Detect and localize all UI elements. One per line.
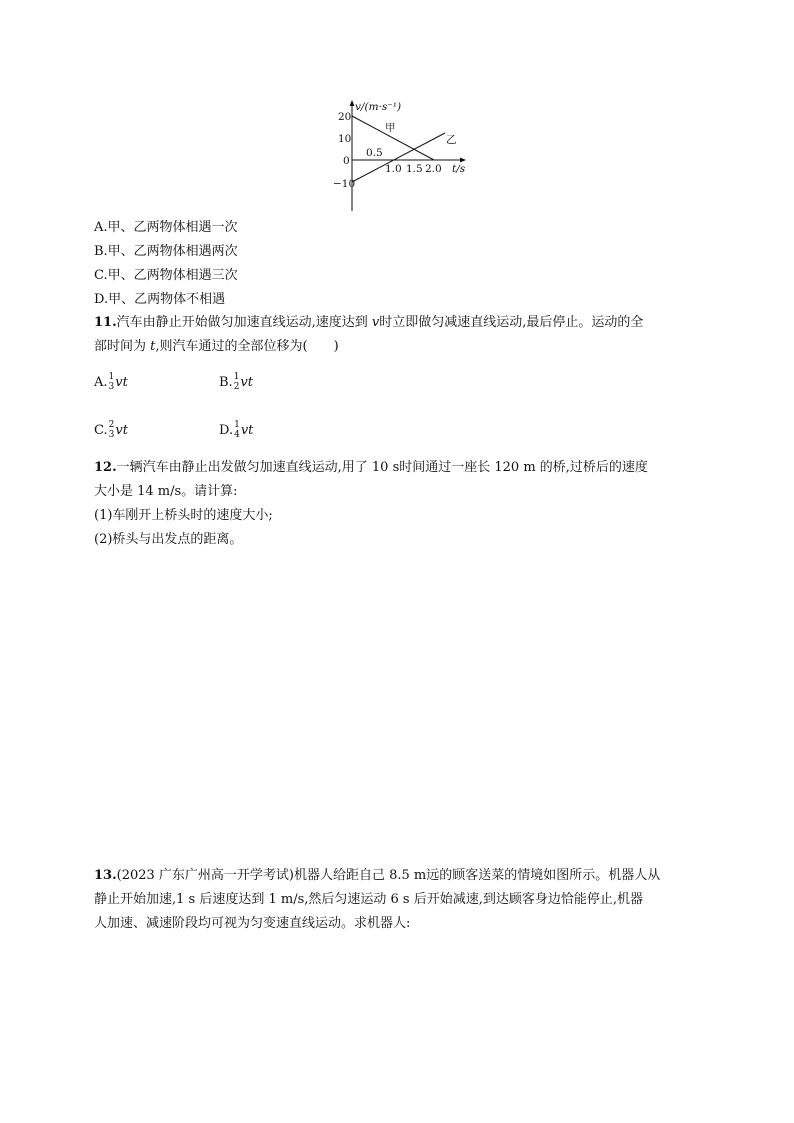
- x-axis-label: t/s: [452, 163, 466, 175]
- q13-line-1: [94, 866, 660, 886]
- q12-text: 一辆汽车由静止出发做匀加速直线运动,用了 10 s时间通过一座长 120 m 的桥,过桥后的速度: [116, 460, 648, 475]
- option-letter: B.: [219, 374, 233, 390]
- q11-text-part: ,则汽车通过的全部位移为( ): [155, 339, 339, 354]
- q11-text-part: 部时间为: [94, 339, 151, 354]
- question-number: 11.: [94, 315, 117, 330]
- option-letter: D.: [219, 422, 234, 438]
- question-number: 13.: [94, 868, 117, 883]
- option-expression: vt: [115, 374, 128, 390]
- q11-line-1: [94, 313, 643, 333]
- fraction-denominator: 3: [108, 430, 115, 440]
- fraction-numerator: 1: [233, 372, 240, 382]
- y-tick-label: 10: [338, 133, 352, 145]
- fraction: [109, 420, 115, 440]
- q10-option-d: D.甲、乙两物体不相遇: [94, 292, 226, 307]
- q12-sub-1: (1)车刚开上桥头时的速度大小;: [94, 508, 273, 523]
- x-axis-arrow: [460, 158, 466, 163]
- y-tick-label: 0: [343, 155, 350, 167]
- option-letter: A.: [94, 374, 108, 390]
- q10-option-c: C.甲、乙两物体相遇三次: [94, 268, 238, 283]
- y-axis-label: v/(m·s⁻¹): [355, 101, 402, 113]
- fraction-denominator: 4: [234, 430, 240, 440]
- series-jia-label: 甲: [385, 122, 396, 134]
- x-tick-label: 0.5: [366, 147, 383, 159]
- fraction: [234, 420, 240, 440]
- fraction-numerator: 2: [108, 420, 115, 430]
- q13-text: (2023 广东广州高一开学考试)机器人给距自己 8.5 m远的顾客送菜的情境如图所示。机器人从: [116, 868, 661, 883]
- var-v: v: [371, 315, 380, 330]
- option-expression: vt: [240, 374, 253, 390]
- q11-line-2: [94, 337, 339, 357]
- fraction-denominator: 2: [233, 382, 240, 392]
- x-tick-label: 1.5: [406, 163, 423, 175]
- q12-sub-2: (2)桥头与出发点的距离。: [94, 532, 243, 547]
- q12-line-2: 大小是 14 m/s。请计算:: [94, 484, 238, 499]
- q13-line-3: 人加速、减速阶段均可视为匀变速直线运动。求机器人:: [94, 916, 411, 931]
- q11-option-b: [219, 372, 253, 392]
- x-tick-label: 1.0: [385, 163, 402, 175]
- fraction: [109, 372, 115, 392]
- vt-graph-svg: [325, 98, 485, 214]
- option-expression: vt: [240, 422, 254, 438]
- series-yi-label: 乙: [446, 134, 457, 146]
- q11-text-part: 时立即做匀减速直线运动,最后停止。运动的全: [379, 315, 644, 330]
- q11-option-c: [94, 420, 128, 440]
- fraction-denominator: 3: [108, 382, 115, 392]
- velocity-time-graph: [325, 98, 485, 214]
- q13-line-2: 静止开始加速,1 s 后速度达到 1 m/s,然后匀速运动 6 s 后开始减速,到达顾客身边恰能停止,机器: [94, 892, 643, 907]
- fraction-numerator: 1: [234, 420, 240, 430]
- y-tick-label: 20: [338, 111, 352, 123]
- y-tick-label: −10: [333, 178, 356, 190]
- y-axis-arrow: [350, 100, 355, 106]
- x-tick-label: 2.0: [425, 163, 442, 175]
- option-letter: C.: [94, 422, 108, 438]
- fraction-numerator: 1: [108, 372, 115, 382]
- q11-text-part: 汽车由静止开始做匀加速直线运动,速度达到: [116, 315, 372, 330]
- q11-option-d: [219, 420, 253, 440]
- q11-option-a: [94, 372, 128, 392]
- var-t: t: [150, 339, 156, 354]
- fraction: [234, 372, 240, 392]
- option-expression: vt: [115, 422, 128, 438]
- q10-option-a: A.甲、乙两物体相遇一次: [94, 220, 238, 235]
- q10-option-b: B.甲、乙两物体相遇两次: [94, 244, 238, 259]
- q12-line-1: [94, 458, 648, 478]
- question-number: 12.: [94, 460, 117, 475]
